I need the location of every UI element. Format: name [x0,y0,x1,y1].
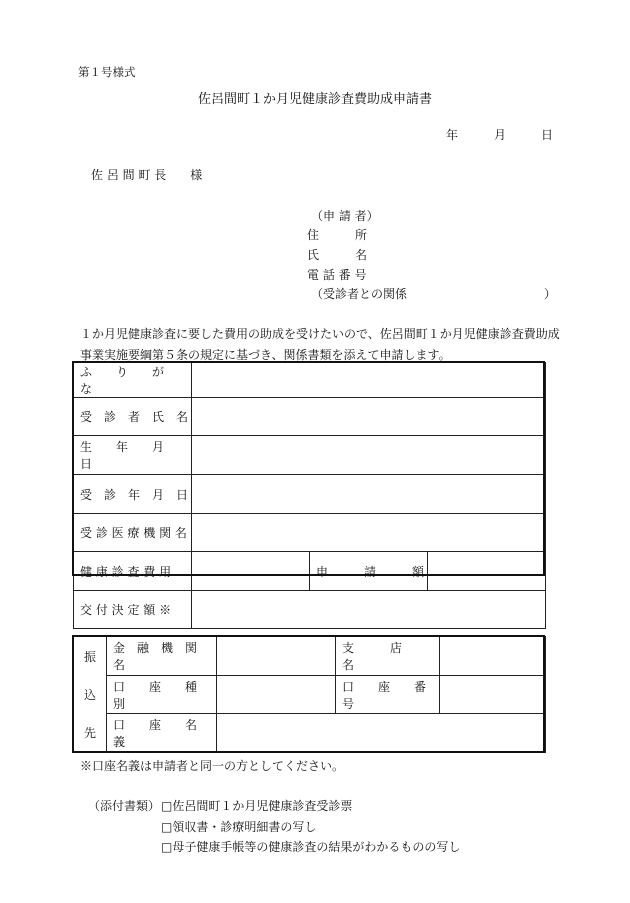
furigana-field[interactable] [192,363,546,398]
decided-amount-label: 交 付 決 定 額 ※ [74,591,192,629]
requested-amount-field[interactable] [428,552,546,591]
bank-transfer-table [73,636,546,753]
attachment-item-3[interactable]: □母子健康手帳等の健康診査の結果がわかるものの写し [161,840,461,854]
patient-name-field[interactable] [192,398,546,436]
transfer-char-1: 振 [83,649,96,664]
bank-name-label: 金 融 機 関 名 [107,637,217,676]
applicant-name-label: 氏 名 [307,248,368,262]
birth-date-field[interactable] [192,436,546,475]
birth-date-label: 生 年 月 日 [74,436,192,475]
body-line-2: 事業実施要綱第５条の規定に基づき、関係書類を添えて申請します。 [80,348,451,362]
attachment-item-2[interactable]: □領収書・診療明細書の写し [161,820,317,834]
relation-close-paren: ） [544,287,557,301]
branch-label: 支 店 名 [336,637,440,676]
transfer-destination-label [74,637,107,753]
institution-field[interactable] [192,514,546,552]
transfer-char-2: 込 [83,687,96,702]
application-table [73,362,546,629]
exam-cost-label: 健 康 診 査 費 用 [74,552,192,591]
account-number-label: 口 座 番 号 [336,676,440,714]
date-month-label: 月 [494,128,507,142]
exam-cost-field[interactable] [192,552,310,591]
institution-label: 受 診 医 療 機 関 名 [74,514,192,552]
attachment-item-1[interactable]: □佐呂間町１か月児健康診査受診票 [161,799,353,813]
branch-field[interactable] [440,637,546,676]
exam-date-field[interactable] [192,475,546,514]
furigana-label: ふ り が な [74,363,192,398]
applicant-label: （申 請 者） [311,209,379,223]
account-number-field[interactable] [440,676,546,714]
document-title: 佐呂間町１か月児健康診査費助成申請書 [197,92,432,107]
bank-name-field[interactable] [217,637,336,676]
applicant-phone-label: 電 話 番 号 [307,268,367,282]
account-holder-label: 口 座 名 義 [107,714,217,753]
addressee: 佐 呂 間 町 長 様 [91,168,203,182]
patient-name-label: 受 診 者 氏 名 [74,398,192,436]
account-type-label: 口 座 種 別 [107,676,217,714]
account-holder-field[interactable] [217,714,546,753]
account-type-field[interactable] [217,676,336,714]
transfer-char-3: 先 [83,725,96,740]
form-number: 第１号様式 [78,65,136,79]
account-holder-note: ※口座名義は申請者と同一の方としてください。 [80,759,345,773]
applicant-relation-label: （受診者との関係 [311,287,408,301]
exam-date-label: 受 診 年 月 日 [74,475,192,514]
decided-amount-field[interactable] [192,591,546,629]
attachments-label: （添付書類） [88,799,161,813]
applicant-address-label: 住 所 [307,228,368,242]
date-year-label: 年 [446,128,459,142]
body-line-1: １か月児健康診査に要した費用の助成を受けたいので、佐呂間町１か月児健康診査費助成 [80,327,560,341]
date-day-label: 日 [541,128,554,142]
requested-amount-label: 申 請 額 [310,552,428,591]
